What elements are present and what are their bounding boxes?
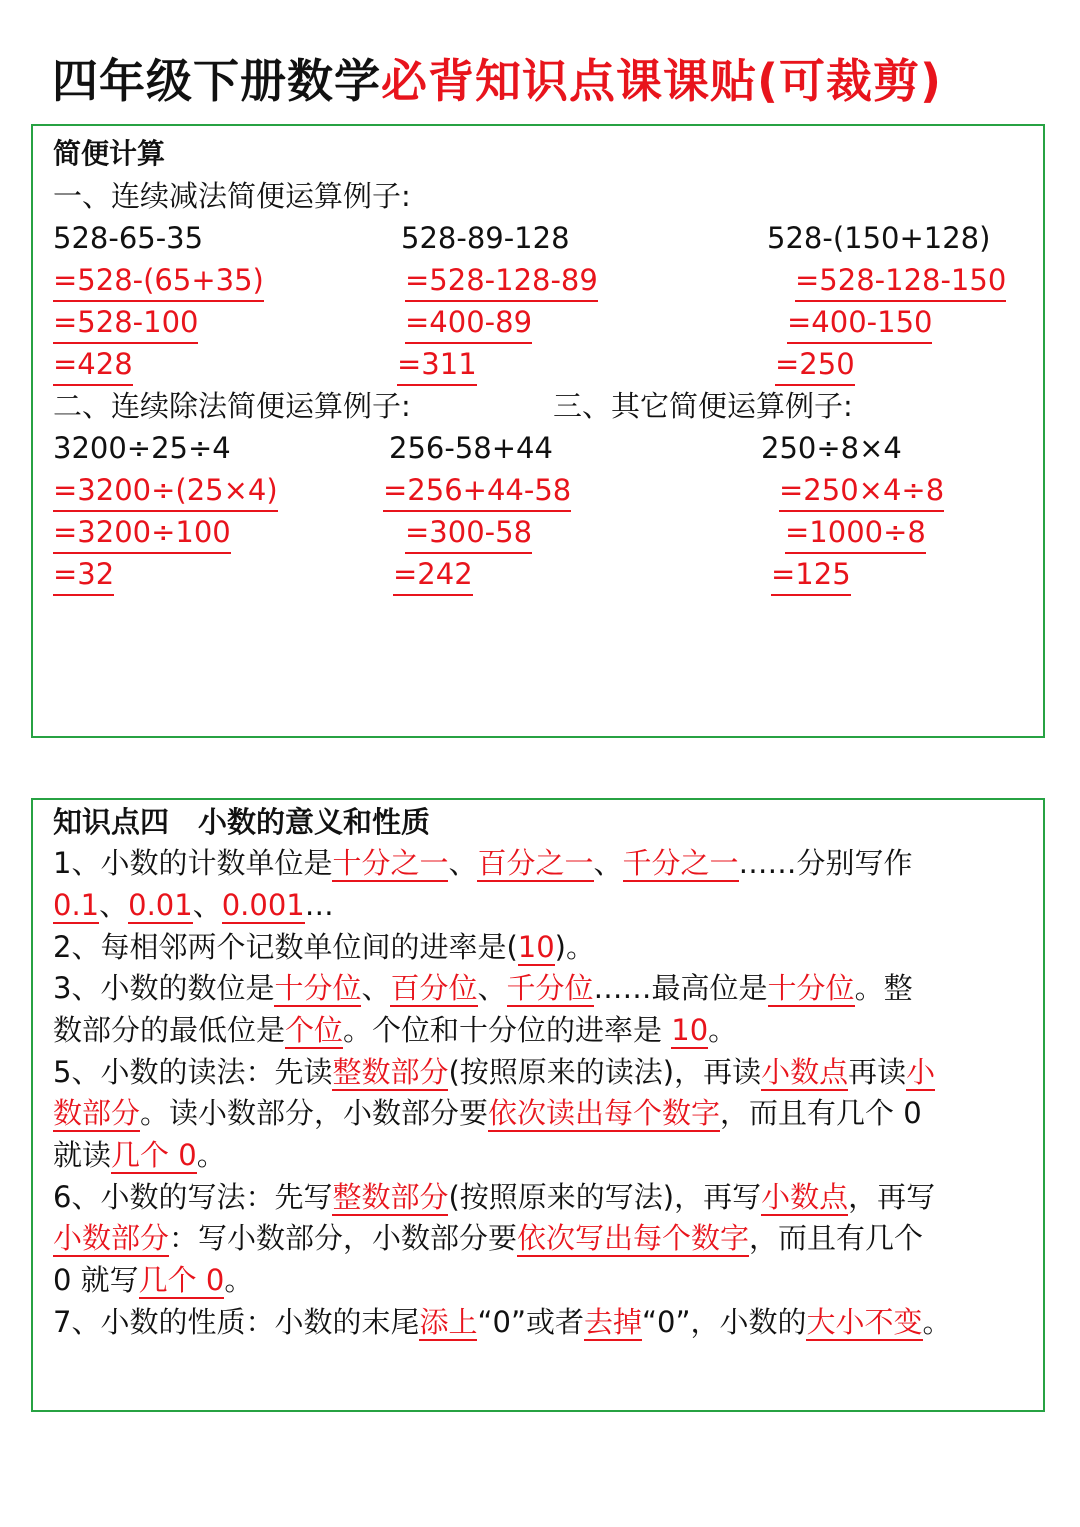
example-step: =242	[393, 554, 473, 596]
text-line-6	[53, 1052, 1033, 1094]
text: 。	[922, 1305, 952, 1339]
answer: 小数点	[761, 1180, 849, 1214]
example-question: 3200÷25÷4	[53, 431, 231, 465]
answer: 依次写出每个数字	[517, 1221, 750, 1255]
text: 。	[708, 1013, 738, 1047]
example-step: =400-89	[405, 302, 532, 344]
answer: 10	[671, 1013, 709, 1047]
text: 0 就写	[53, 1263, 139, 1297]
example-step: =528-128-150	[795, 260, 1006, 302]
title-red-part: 必背知识点课课贴(可裁剪)	[381, 54, 943, 108]
text: 就读	[53, 1138, 112, 1172]
text-line-12	[53, 1302, 1033, 1344]
text: (按照原来的写法)，再写	[448, 1180, 762, 1214]
example-step: =250	[775, 344, 855, 386]
text: 、	[448, 846, 478, 880]
answer: 大小不变	[806, 1305, 923, 1339]
example-step: =125	[771, 554, 851, 596]
answer: 百分之一	[477, 846, 594, 880]
text: ：写小数部分，小数部分要	[169, 1221, 518, 1255]
text-line-7	[53, 1093, 1033, 1135]
text: 3、小数的数位是	[53, 971, 275, 1005]
page-title	[52, 54, 943, 108]
text: 再读	[848, 1055, 907, 1089]
text-line-9	[53, 1177, 1033, 1219]
text: 、	[361, 971, 391, 1005]
text-line-11	[53, 1260, 1033, 1302]
example-step: =32	[53, 554, 114, 596]
example-step: =256+44-58	[383, 470, 571, 512]
text-line-3	[53, 927, 1033, 969]
answer: 十分位	[767, 971, 855, 1005]
text: 。	[196, 1138, 226, 1172]
answer: 小数点	[761, 1055, 849, 1089]
text: 。	[224, 1263, 254, 1297]
text-line-5	[53, 1010, 1033, 1052]
answer: 0.001	[221, 888, 305, 922]
answer: 十分位	[274, 971, 362, 1005]
example-step: =300-58	[405, 512, 532, 554]
text: ……最高位是	[593, 971, 768, 1005]
text-line-10	[53, 1218, 1033, 1260]
text: (按照原来的读法)，再读	[448, 1055, 762, 1089]
subheading-division: 二、连续除法简便运算例子:	[53, 389, 411, 423]
example-step: =528-100	[53, 302, 198, 344]
text-line-1	[53, 843, 1033, 885]
answer: 百分位	[390, 971, 478, 1005]
subheading-subtraction: 一、连续减法简便运算例子:	[53, 179, 411, 213]
text: “0”，小数的	[641, 1305, 807, 1339]
text: 6、小数的写法：先写	[53, 1180, 333, 1214]
section-heading: 简便计算	[53, 137, 166, 170]
text: 、	[477, 971, 507, 1005]
text: 2、每相邻两个记数单位间的进率是(	[53, 930, 518, 964]
answer: 整数部分	[332, 1055, 449, 1089]
answer: 几个 0	[111, 1138, 197, 1172]
simple-calculation-card	[31, 124, 1045, 738]
section-heading: 知识点四 小数的意义和性质	[53, 805, 431, 839]
example-question: 256-58+44	[389, 431, 553, 465]
answer: 去掉	[583, 1305, 642, 1339]
text: ，再写	[848, 1180, 936, 1214]
text: ，而且有几个 0	[720, 1096, 922, 1130]
answer: 千分之一	[622, 846, 739, 880]
text: 、	[593, 846, 623, 880]
text: 1、小数的计数单位是	[53, 846, 333, 880]
text: “0”或者	[477, 1305, 584, 1339]
answer: 0.01	[128, 888, 193, 922]
text: ，而且有几个	[749, 1221, 924, 1255]
text: …	[304, 888, 334, 922]
text-line-4	[53, 968, 1033, 1010]
text: 、	[192, 888, 222, 922]
example-question: 528-89-128	[401, 221, 570, 255]
answer: 0.1	[53, 888, 100, 922]
answer: 小	[906, 1055, 936, 1089]
text-line-8	[53, 1135, 1033, 1177]
example-step: =400-150	[787, 302, 932, 344]
answer: 数部分	[53, 1096, 141, 1130]
answer: 千分位	[506, 971, 594, 1005]
decimal-knowledge-card	[31, 798, 1045, 1412]
answer: 依次读出每个数字	[488, 1096, 721, 1130]
answer: 10	[517, 930, 555, 964]
example-step: =428	[53, 344, 133, 386]
title-black-part: 四年级下册数学	[52, 54, 381, 108]
text: )。	[554, 930, 595, 964]
example-question: 528-65-35	[53, 221, 204, 255]
text: 。整	[854, 971, 913, 1005]
text-line-2	[53, 885, 1033, 927]
answer: 小数部分	[53, 1221, 170, 1255]
answer: 个位	[285, 1013, 344, 1047]
answer: 整数部分	[332, 1180, 449, 1214]
text: ……分别写作	[738, 846, 913, 880]
text: 5、小数的读法：先读	[53, 1055, 333, 1089]
subheading-other: 三、其它简便运算例子:	[553, 389, 853, 423]
example-step: =3200÷(25×4)	[53, 470, 278, 512]
text: 7、小数的性质：小数的末尾	[53, 1305, 420, 1339]
text: 数部分的最低位是	[53, 1013, 286, 1047]
text: 。个位和十分位的进率是	[343, 1013, 672, 1047]
example-question: 528-(150+128)	[767, 221, 991, 255]
answer: 十分之一	[332, 846, 449, 880]
example-step: =3200÷100	[53, 512, 231, 554]
example-question: 250÷8×4	[761, 431, 902, 465]
text: 。读小数部分，小数部分要	[140, 1096, 489, 1130]
example-step: =1000÷8	[785, 512, 926, 554]
example-step: =311	[397, 344, 477, 386]
example-step: =528-128-89	[405, 260, 598, 302]
example-step: =528-(65+35)	[53, 260, 264, 302]
answer: 几个 0	[138, 1263, 225, 1297]
example-step: =250×4÷8	[779, 470, 944, 512]
text: 、	[99, 888, 129, 922]
answer: 添上	[419, 1305, 478, 1339]
